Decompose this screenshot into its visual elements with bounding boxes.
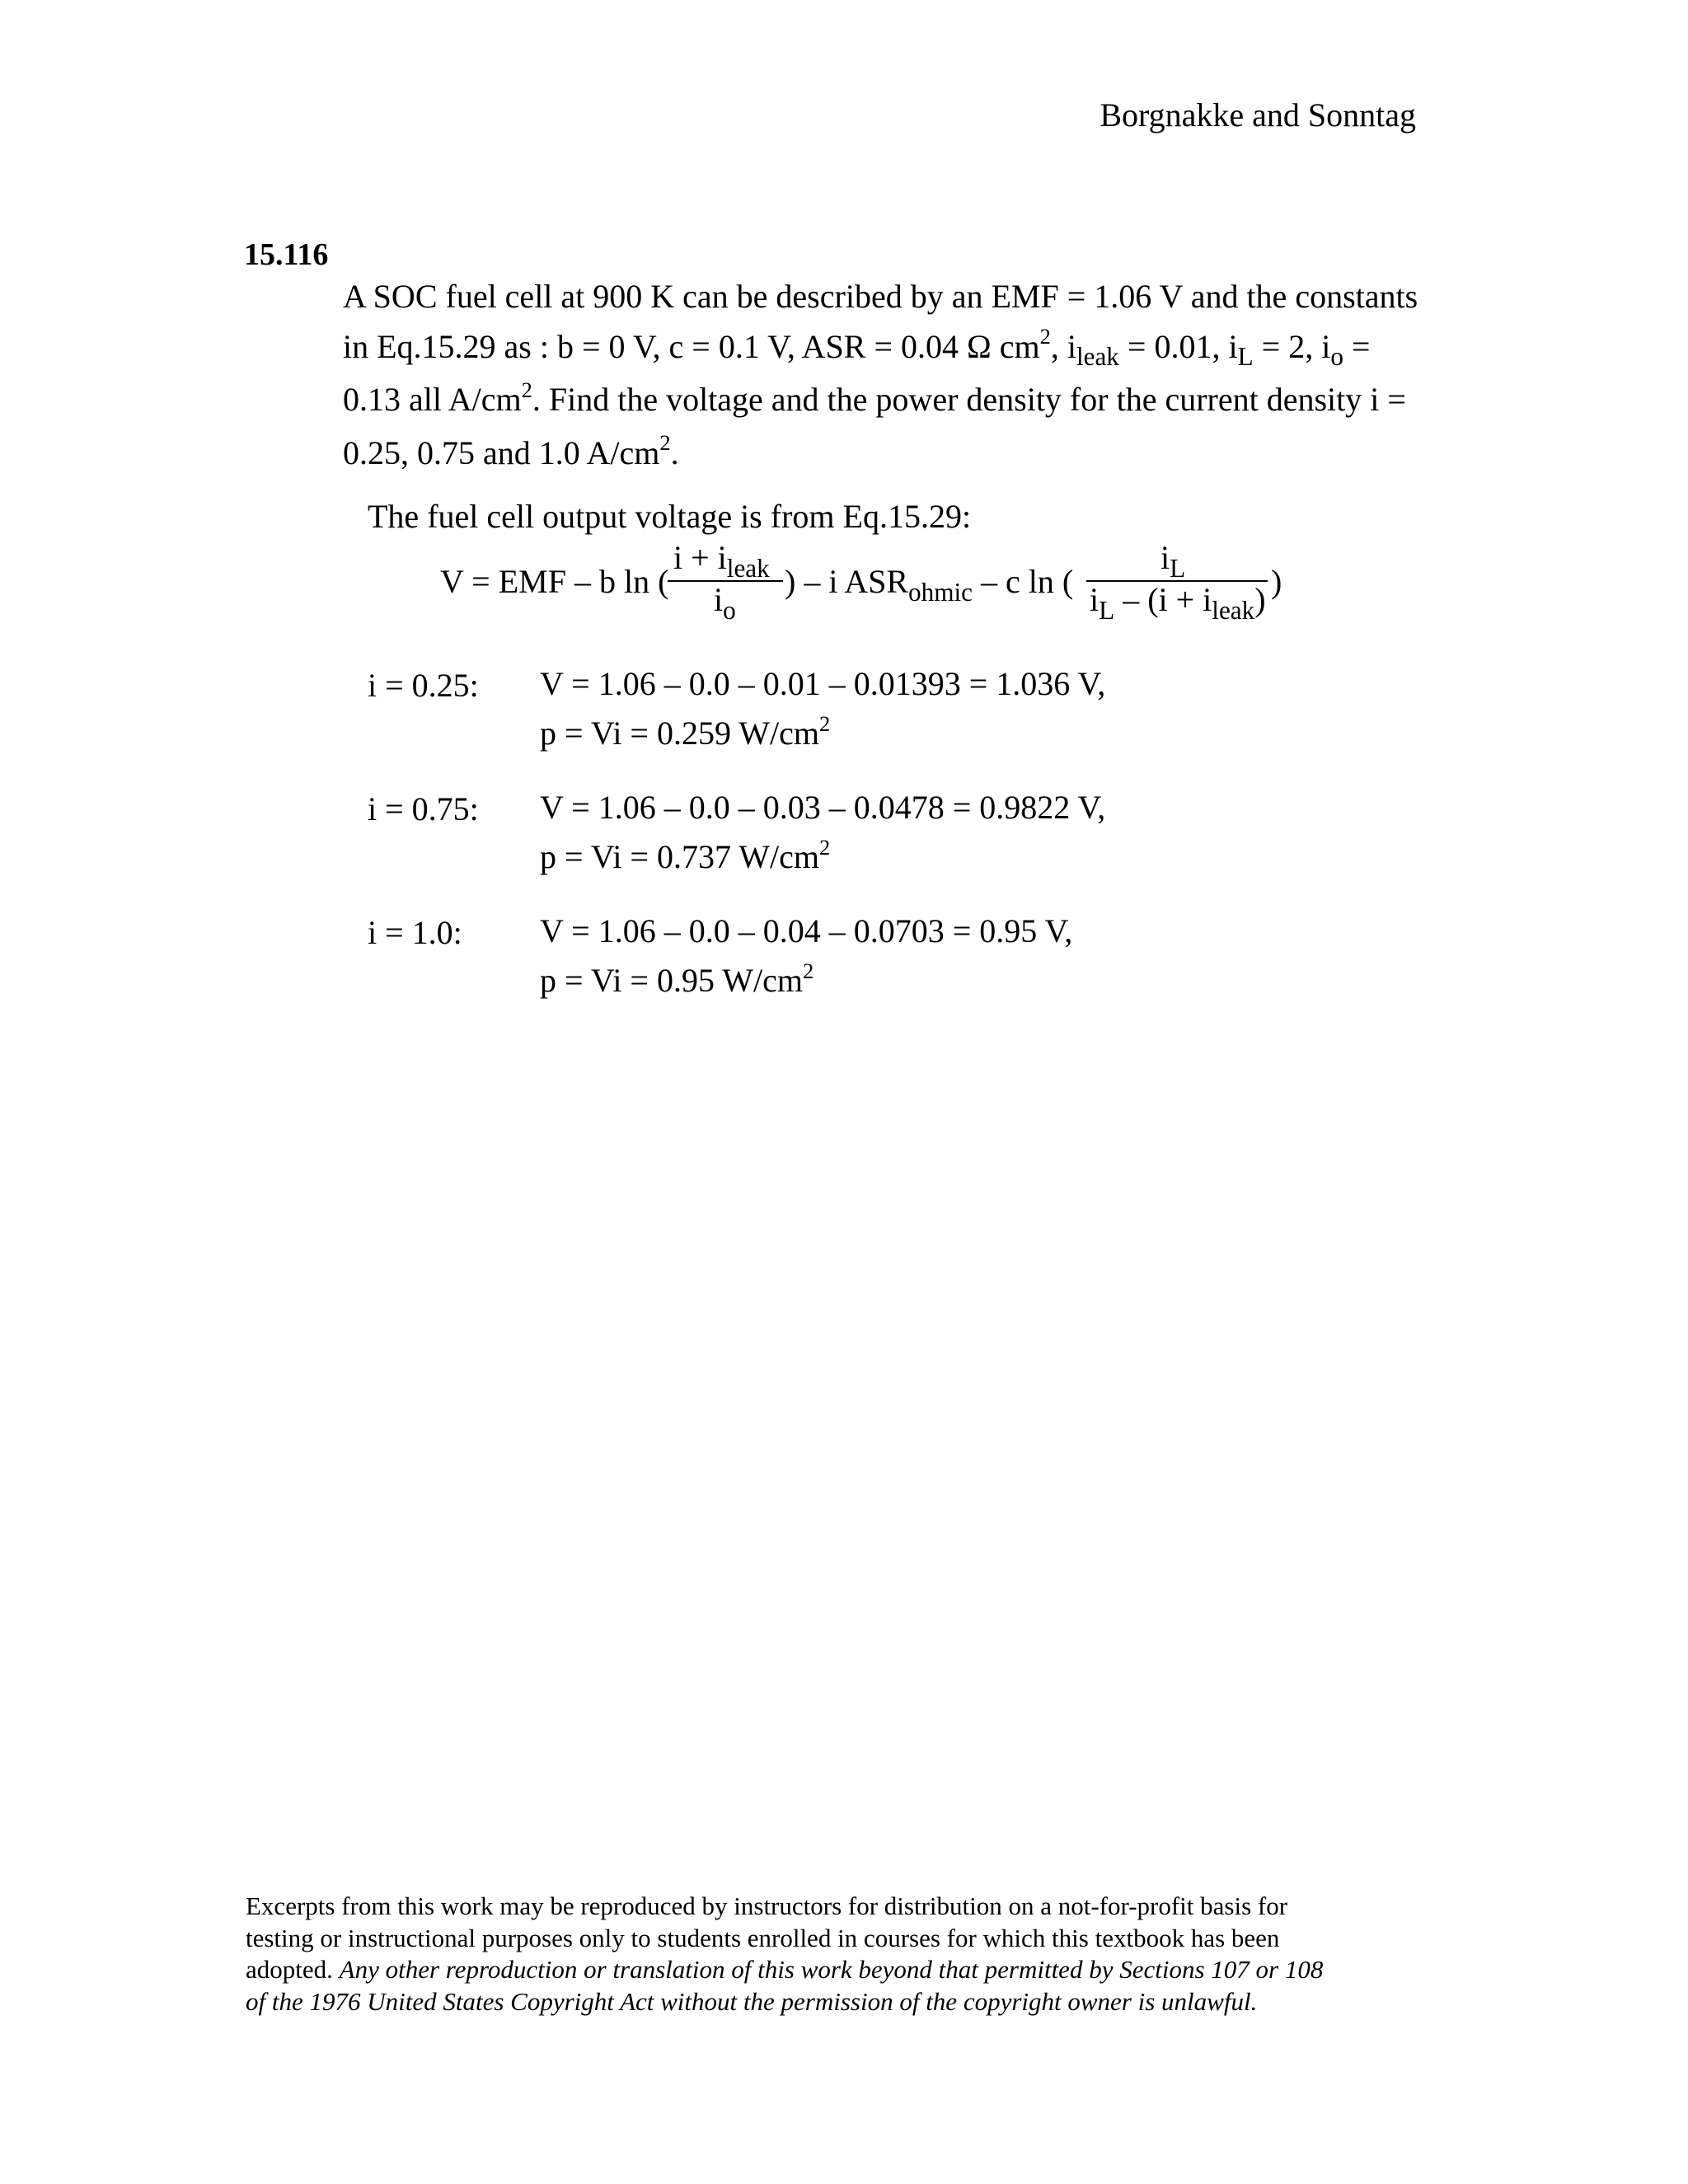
copyright-footer — [246, 1891, 1449, 2018]
problem-line-3 — [343, 375, 1439, 429]
equation-lhs: V = EMF – b ln ( — [440, 563, 669, 600]
result-power-2 — [540, 832, 1105, 885]
text: 0.13 all A/cm — [343, 381, 522, 418]
text: . Find the voltage and the power density for the current density i = — [532, 381, 1406, 418]
italic-text: of the 1976 United States Copyright Act without the permission of the copyright owner is unlawful. — [246, 1986, 1258, 2016]
text: p = Vi = 0.95 W/cm — [540, 962, 804, 999]
result-voltage-3: V = 1.06 – 0.0 – 0.04 – 0.0703 = 0.95 V, — [540, 912, 1073, 949]
text: = 0.01, i — [1118, 327, 1238, 365]
text: i — [1160, 539, 1170, 576]
fraction1-numerator — [673, 539, 770, 583]
result-label-2: i = 0.75: — [368, 790, 479, 827]
equation-end: ) — [1271, 563, 1282, 600]
page-header-authors: Borgnakke and Sonntag — [1100, 96, 1416, 134]
result-voltage-2: V = 1.06 – 0.0 – 0.03 – 0.0478 = 0.9822 V, — [540, 789, 1106, 826]
text: ) — [1254, 581, 1266, 618]
superscript: 2 — [521, 377, 532, 402]
result-power-1 — [540, 709, 1105, 762]
subscript: L — [1099, 595, 1115, 625]
text: in Eq.15.29 as : b = 0 V, c = 0.1 V, ASR = 0.04 Ω cm — [343, 327, 1040, 365]
text: p = Vi = 0.259 W/cm — [540, 715, 820, 752]
footer-line-2: testing or instructional purposes only to students enrolled in courses for which this textbook has been — [246, 1923, 1280, 1952]
text: ) – i ASR — [785, 563, 909, 600]
problem-line-2 — [343, 322, 1439, 376]
result-label-3: i = 1.0: — [368, 914, 462, 951]
superscript: 2 — [659, 430, 671, 456]
subscript: ohmic — [908, 577, 973, 607]
fraction1-denominator — [714, 581, 736, 625]
subscript: L — [1237, 342, 1254, 372]
result-voltage-1: V = 1.06 – 0.0 – 0.01 – 0.01393 = 1.036 V, — [540, 665, 1106, 702]
subscript: o — [723, 595, 736, 625]
superscript: 2 — [803, 958, 814, 983]
subscript: leak — [726, 553, 770, 583]
equation-middle — [785, 563, 1074, 607]
result-block-3 — [540, 907, 1072, 1009]
subscript: leak — [1076, 342, 1119, 372]
subscript: leak — [1212, 595, 1255, 625]
solution-intro: The fuel cell output voltage is from Eq.15.29: — [368, 498, 972, 535]
problem-line-4 — [343, 429, 1439, 482]
result-block-2 — [540, 783, 1105, 885]
text: = 2, i — [1253, 327, 1331, 365]
text: . — [670, 434, 679, 471]
fraction2-denominator — [1090, 581, 1266, 625]
problem-line-1: A SOC fuel cell at 900 K can be described by an EMF = 1.06 V and the constants — [343, 278, 1418, 315]
subscript: o — [1330, 342, 1343, 372]
footer-line-1: Excerpts from this work may be reproduced by instructors for distribution on a not-for-profit basis for — [246, 1891, 1288, 1920]
superscript: 2 — [1039, 324, 1051, 349]
result-power-3 — [540, 956, 1072, 1009]
text: , i — [1050, 327, 1076, 365]
fraction1-bar — [668, 580, 783, 582]
text: p = Vi = 0.737 W/cm — [540, 838, 820, 875]
text: – (i + i — [1114, 581, 1212, 618]
footer-line-4 — [246, 1986, 1449, 2018]
result-block-1 — [540, 659, 1105, 762]
superscript: 2 — [819, 710, 831, 736]
problem-number: 15.116 — [244, 237, 329, 272]
superscript: 2 — [819, 834, 831, 860]
text: adopted. — [246, 1955, 340, 1984]
footer-line-3 — [246, 1954, 1449, 1986]
problem-statement — [343, 272, 1439, 481]
text: i + i — [673, 539, 727, 576]
subscript: L — [1170, 553, 1186, 583]
result-label-1: i = 0.25: — [368, 667, 479, 704]
text: = — [1343, 327, 1371, 365]
fraction2-numerator — [1160, 539, 1186, 583]
text: i — [714, 581, 724, 618]
text: 0.25, 0.75 and 1.0 A/cm — [343, 434, 660, 471]
text: i — [1090, 581, 1100, 618]
text: – c ln ( — [973, 563, 1074, 600]
italic-text: Any other reproduction or translation of this work beyond that permitted by Sections 107 or 108 — [339, 1955, 1324, 1984]
